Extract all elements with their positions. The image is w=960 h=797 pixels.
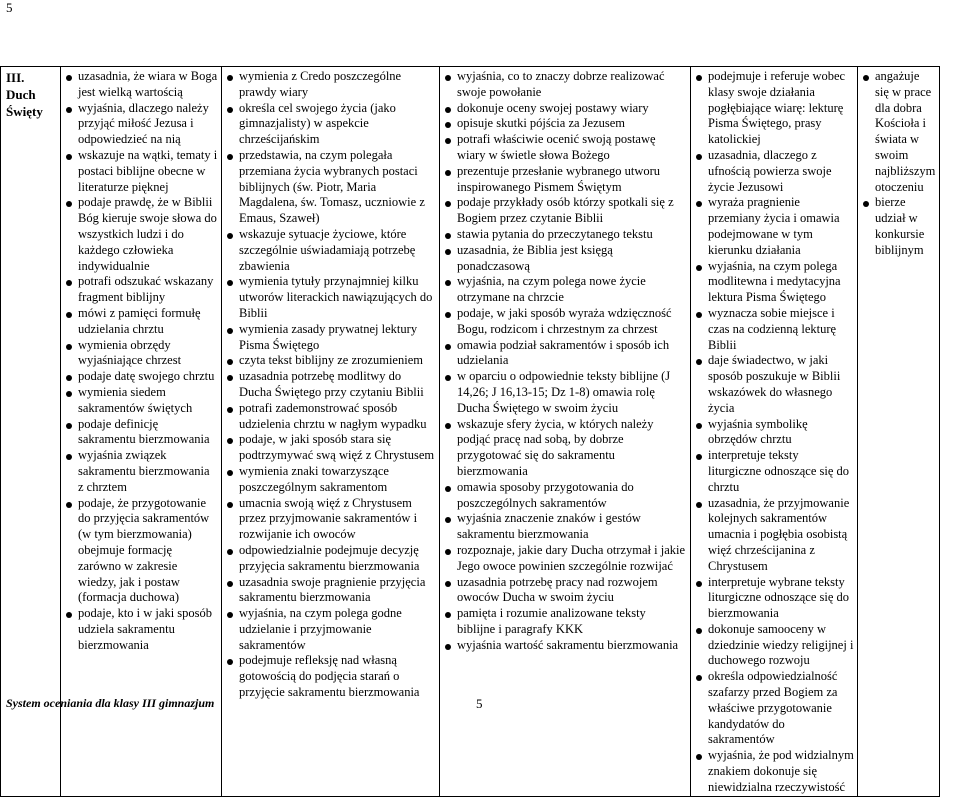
list-item: wyjaśnia, na czym polega nowe życie otrzymane na chrzcie xyxy=(443,274,687,306)
list-item: podaje przykłady osób którzy spotkali się z Bogiem przez czytanie Biblii xyxy=(443,195,687,227)
list-item: podaje definicję sakramentu bierzmowania xyxy=(64,417,218,449)
list-item: wyjaśnia związek sakramentu bierzmowania z chrztem xyxy=(64,448,218,495)
list-item: daje świadectwo, w jaki sposób poszukuje w Biblii wskazówek do własnego życia xyxy=(694,353,854,416)
list-item: omawia sposoby przygotowania do poszczególnych sakramentów xyxy=(443,480,687,512)
list-item: wyjaśnia, na czym polega godne udzielanie i przyjmowanie sakramentów xyxy=(225,606,436,653)
list-item: dokonuje samooceny w dziedzinie wiedzy religijnej i duchowego rozwoju xyxy=(694,622,854,669)
list-item: wyjaśnia, że pod widzialnym znakiem dokonuje się niewidzialna rzeczywistość xyxy=(694,748,854,795)
list-item: podaje datę swojego chrztu xyxy=(64,369,218,385)
page-number-bottom: 5 xyxy=(476,696,483,711)
list-item: opisuje skutki pójścia za Jezusem xyxy=(443,116,687,132)
list-item: wyraża pragnienie przemiany życia i omawia podejmowane w tym kierunku działania xyxy=(694,195,854,258)
list-item: wymienia zasady prywatnej lektury Pisma Świętego xyxy=(225,322,436,354)
list-item: pamięta i rozumie analizowane teksty biblijne i paragrafy KKK xyxy=(443,606,687,638)
section-title: III. Duch Święty xyxy=(6,70,43,119)
list-item: potrafi właściwie ocenić swoją postawę wiary w świetle słowa Bożego xyxy=(443,132,687,164)
column-grade-5 xyxy=(858,67,940,797)
list-item: wymienia obrzędy wyjaśniające chrzest xyxy=(64,338,218,370)
requirements-list xyxy=(694,69,854,796)
list-item: wskazuje sytuacje życiowe, które szczególnie uświadamiają potrzebę zbawienia xyxy=(225,227,436,274)
list-item: uzasadnia, że Biblia jest księgą ponadczasową xyxy=(443,243,687,275)
list-item: potrafi odszukać wskazany fragment biblijny xyxy=(64,274,218,306)
list-item: wyjaśnia, co to znaczy dobrze realizować swoje powołanie xyxy=(443,69,687,101)
list-item: dokonuje oceny swojej postawy wiary xyxy=(443,101,687,117)
section-title-cell xyxy=(1,67,61,797)
grading-table xyxy=(0,66,940,797)
list-item: wyjaśnia znaczenie znaków i gestów sakramentu bierzmowania xyxy=(443,511,687,543)
list-item: uzasadnia, że wiara w Boga jest wielką wartością xyxy=(64,69,218,101)
list-item: uzasadnia potrzebę modlitwy do Ducha Świętego przy czytaniu Biblii xyxy=(225,369,436,401)
list-item: omawia podział sakramentów i sposób ich udzielania xyxy=(443,338,687,370)
list-item: podaje, w jaki sposób stara się podtrzymywać swą więź z Chrystusem xyxy=(225,432,436,464)
list-item: wyjaśnia wartość sakramentu bierzmowania xyxy=(443,638,687,654)
requirements-list xyxy=(64,69,218,653)
list-item: angażuje się w prace dla dobra Kościoła i świata w swoim najbliższym otoczeniu xyxy=(861,69,936,195)
list-item: interpretuje wybrane teksty liturgiczne odnoszące się do bierzmowania xyxy=(694,575,854,622)
list-item: podejmuje refleksję nad własną gotowością do podjęcia starań o przyjęcie sakramentu bierzmowania xyxy=(225,653,436,700)
list-item: wyznacza sobie miejsce i czas na codzienną lekturę Biblii xyxy=(694,306,854,353)
footer-text: System oceniania dla klasy III gimnazjum xyxy=(6,696,215,710)
list-item: podaje, że przygotowanie do przyjęcia sakramentów (w tym bierzmowania) obejmuje formację zarówno w zakresie wiedzy, jak i postaw (formacja duchowa) xyxy=(64,496,218,607)
list-item: wymienia znaki towarzyszące poszczególnym sakramentom xyxy=(225,464,436,496)
column-grade-1 xyxy=(61,67,222,797)
column-grade-3 xyxy=(440,67,691,797)
list-item: uzasadnia potrzebę pracy nad rozwojem owoców Ducha w swoim życiu xyxy=(443,575,687,607)
list-item: wyjaśnia symbolikę obrzędów chrztu xyxy=(694,417,854,449)
list-item: wymienia tytuły przynajmniej kilku utworów literackich nawiązujących do Biblii xyxy=(225,274,436,321)
column-grade-4 xyxy=(691,67,858,797)
list-item: wyjaśnia, na czym polega modlitewna i medytacyjna lektura Pisma Świętego xyxy=(694,259,854,306)
list-item: uzasadnia, dlaczego z ufnością powierza swoje życie Jezusowi xyxy=(694,148,854,195)
list-item: uzasadnia swoje pragnienie przyjęcia sakramentu bierzmowania xyxy=(225,575,436,607)
column-grade-2 xyxy=(222,67,440,797)
list-item: interpretuje teksty liturgiczne odnoszące się do chrztu xyxy=(694,448,854,495)
requirements-list xyxy=(861,69,936,259)
list-item: stawia pytania do przeczytanego tekstu xyxy=(443,227,687,243)
list-item: uzasadnia, że przyjmowanie kolejnych sakramentów umacnia i pogłębia osobistą więź chrześcijanina z Chrystusem xyxy=(694,496,854,575)
list-item: podaje, w jaki sposób wyraża wdzięczność Bogu, rodzicom i chrzestnym za chrzest xyxy=(443,306,687,338)
list-item: podaje, kto i w jaki sposób udziela sakramentu bierzmowania xyxy=(64,606,218,653)
list-item: prezentuje przesłanie wybranego utworu inspirowanego Pismem Świętym xyxy=(443,164,687,196)
list-item: określa cel swojego życia (jako gimnazjalisty) w aspekcie chrześcijańskim xyxy=(225,101,436,148)
list-item: wyjaśnia, dlaczego należy przyjąć miłość Jezusa i odpowiedzieć na nią xyxy=(64,101,218,148)
list-item: odpowiedzialnie podejmuje decyzję przyjęcia sakramentu bierzmowania xyxy=(225,543,436,575)
list-item: w oparciu o odpowiednie teksty biblijne (J 14,26; J 16,13-15; Dz 1-8) omawia rolę Ducha Świętego w swoim życiu xyxy=(443,369,687,416)
list-item: wskazuje na wątki, tematy i postaci biblijne obecne w literaturze pięknej xyxy=(64,148,218,195)
table-row xyxy=(1,67,940,797)
page-number-top: 5 xyxy=(6,0,13,15)
list-item: podaje prawdę, że w Biblii Bóg kieruje swoje słowa do wszystkich ludzi i do każdego człowieka indywidualnie xyxy=(64,195,218,274)
list-item: wymienia z Credo poszczególne prawdy wiary xyxy=(225,69,436,101)
list-item: wymienia siedem sakramentów świętych xyxy=(64,385,218,417)
list-item: podejmuje i referuje wobec klasy swoje działania pogłębiające wiarę: lekturę Pisma Świętego, prasy katolickiej xyxy=(694,69,854,148)
list-item: wskazuje sfery życia, w których należy podjąć pracę nad sobą, by dobrze przygotować się do sakramentu bierzmowania xyxy=(443,417,687,480)
list-item: czyta tekst biblijny ze zrozumieniem xyxy=(225,353,436,369)
list-item: bierze udział w konkursie biblijnym xyxy=(861,195,936,258)
requirements-list xyxy=(443,69,687,653)
list-item: określa odpowiedzialność szafarzy przed Bogiem za właściwe przygotowanie kandydatów do sakramentów xyxy=(694,669,854,748)
list-item: przedstawia, na czym polegała przemiana życia wybranych postaci biblijnych (św. Piotr, Maria Magdalena, św. Tomasz, uczniowie z Emaus, Szaweł) xyxy=(225,148,436,227)
list-item: umacnia swoją więź z Chrystusem przez przyjmowanie sakramentów i rozwijanie ich owoców xyxy=(225,496,436,543)
list-item: rozpoznaje, jakie dary Ducha otrzymał i jakie Jego owoce powinien szczególnie rozwijać xyxy=(443,543,687,575)
list-item: mówi z pamięci formułę udzielania chrztu xyxy=(64,306,218,338)
requirements-list xyxy=(225,69,436,701)
list-item: potrafi zademonstrować sposób udzielenia chrztu w nagłym wypadku xyxy=(225,401,436,433)
